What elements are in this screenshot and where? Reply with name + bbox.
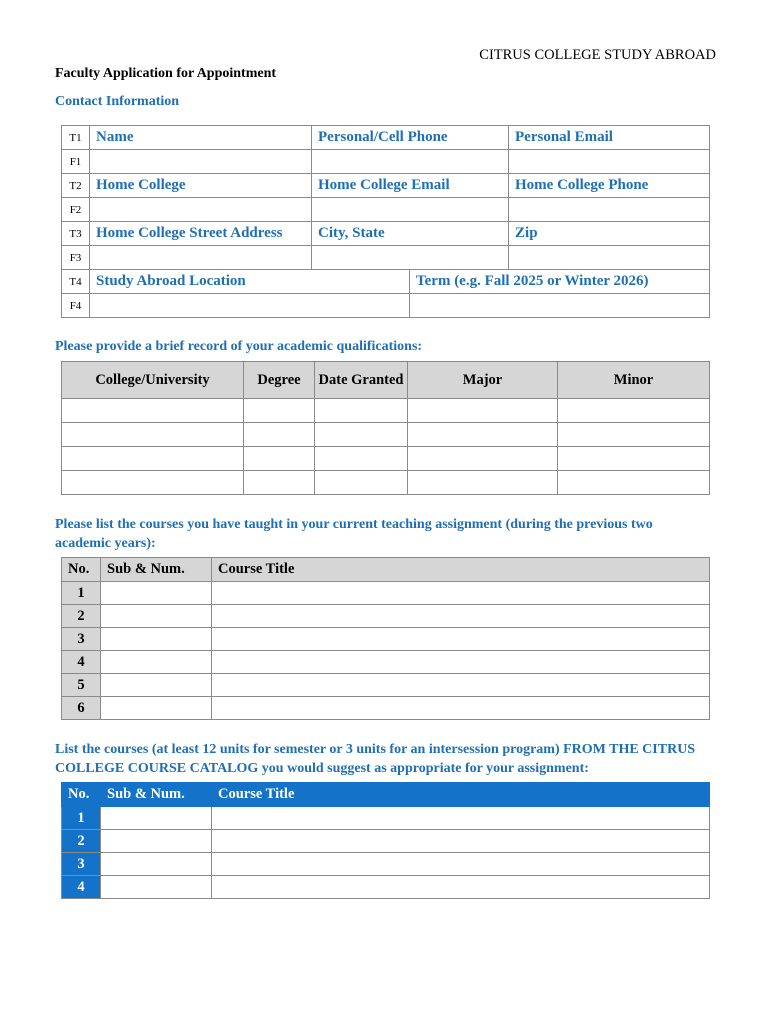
personal-email-label: Personal Email	[509, 126, 710, 150]
sub-num-header: Sub & Num.	[101, 783, 212, 807]
course-title-cell[interactable]	[212, 674, 710, 697]
row-number: 2	[62, 605, 101, 628]
table-row	[62, 830, 710, 853]
degree-cell[interactable]	[244, 423, 315, 447]
row-tag: T2	[62, 174, 90, 198]
date-granted-header: Date Granted	[315, 362, 408, 399]
college-university-header: College/University	[62, 362, 244, 399]
field-tag: F4	[62, 294, 90, 318]
table-row	[62, 697, 710, 720]
courses-taught-table	[61, 557, 710, 720]
course-title-cell[interactable]	[212, 582, 710, 605]
sub-num-header: Sub & Num.	[101, 558, 212, 582]
row-number: 3	[62, 853, 101, 876]
zip-field[interactable]	[509, 246, 710, 270]
personal-phone-label: Personal/Cell Phone	[312, 126, 509, 150]
name-field[interactable]	[90, 150, 312, 174]
table-row	[62, 399, 710, 423]
course-title-cell[interactable]	[212, 605, 710, 628]
row-number: 2	[62, 830, 101, 853]
table-row	[62, 447, 710, 471]
college-cell[interactable]	[62, 447, 244, 471]
contact-label-row-1	[62, 126, 710, 150]
city-state-label: City, State	[312, 222, 509, 246]
academic-heading: Please provide a brief record of your academic qualifications:	[55, 339, 423, 354]
minor-cell[interactable]	[558, 423, 710, 447]
table-row	[62, 853, 710, 876]
major-cell[interactable]	[408, 423, 558, 447]
course-title-cell[interactable]	[212, 628, 710, 651]
row-number: 3	[62, 628, 101, 651]
name-label: Name	[90, 126, 312, 150]
minor-cell[interactable]	[558, 471, 710, 495]
sub-num-cell[interactable]	[101, 582, 212, 605]
taught-header-row	[62, 558, 710, 582]
contact-label-row-4	[62, 270, 710, 294]
header-college-title: CITRUS COLLEGE STUDY ABROAD	[479, 47, 716, 63]
table-row	[62, 628, 710, 651]
degree-header: Degree	[244, 362, 315, 399]
field-tag: F3	[62, 246, 90, 270]
academic-header-row	[62, 362, 710, 399]
form-title: Faculty Application for Appointment	[55, 66, 277, 81]
course-title-header: Course Title	[212, 558, 710, 582]
personal-phone-field[interactable]	[312, 150, 509, 174]
term-label: Term (e.g. Fall 2025 or Winter 2026)	[410, 270, 710, 294]
field-tag: F2	[62, 198, 90, 222]
table-row	[62, 471, 710, 495]
home-college-label: Home College	[90, 174, 312, 198]
academic-table	[61, 361, 710, 495]
sub-num-cell[interactable]	[101, 830, 212, 853]
date-cell[interactable]	[315, 447, 408, 471]
row-number: 4	[62, 651, 101, 674]
table-row	[62, 674, 710, 697]
table-row	[62, 423, 710, 447]
catalog-courses-table	[61, 782, 710, 899]
contact-label-row-2	[62, 174, 710, 198]
home-college-phone-field[interactable]	[509, 198, 710, 222]
home-college-phone-label: Home College Phone	[509, 174, 710, 198]
table-row	[62, 582, 710, 605]
major-header: Major	[408, 362, 558, 399]
personal-email-field[interactable]	[509, 150, 710, 174]
date-cell[interactable]	[315, 423, 408, 447]
major-cell[interactable]	[408, 471, 558, 495]
sub-num-cell[interactable]	[101, 876, 212, 899]
course-title-cell[interactable]	[212, 853, 710, 876]
contact-field-row-2	[62, 198, 710, 222]
date-cell[interactable]	[315, 399, 408, 423]
table-row	[62, 605, 710, 628]
sub-num-cell[interactable]	[101, 807, 212, 830]
course-title-cell[interactable]	[212, 807, 710, 830]
sub-num-cell[interactable]	[101, 628, 212, 651]
street-address-field[interactable]	[90, 246, 312, 270]
sub-num-cell[interactable]	[101, 697, 212, 720]
row-number: 1	[62, 807, 101, 830]
sub-num-cell[interactable]	[101, 651, 212, 674]
row-tag: T3	[62, 222, 90, 246]
degree-cell[interactable]	[244, 399, 315, 423]
no-header: No.	[62, 558, 101, 582]
minor-cell[interactable]	[558, 399, 710, 423]
home-college-email-label: Home College Email	[312, 174, 509, 198]
course-title-cell[interactable]	[212, 830, 710, 853]
major-cell[interactable]	[408, 447, 558, 471]
course-title-header: Course Title	[212, 783, 710, 807]
study-abroad-location-field[interactable]	[90, 294, 410, 318]
row-number: 6	[62, 697, 101, 720]
row-number: 4	[62, 876, 101, 899]
no-header: No.	[62, 783, 101, 807]
contact-heading: Contact Information	[55, 94, 180, 109]
table-row	[62, 651, 710, 674]
term-field[interactable]	[410, 294, 710, 318]
study-abroad-location-label: Study Abroad Location	[90, 270, 410, 294]
home-college-field[interactable]	[90, 198, 312, 222]
date-cell[interactable]	[315, 471, 408, 495]
taught-heading: Please list the courses you have taught in your current teaching assignment (during the previous two academic years):	[55, 517, 653, 551]
home-college-email-field[interactable]	[312, 198, 509, 222]
table-row	[62, 807, 710, 830]
course-title-cell[interactable]	[212, 651, 710, 674]
catalog-heading: List the courses (at least 12 units for semester or 3 units for an intersession program) FROM THE CITRUS COLLEGE COURSE CATALOG you would suggest as appropriate for your assignment:	[55, 742, 696, 776]
field-tag: F1	[62, 150, 90, 174]
contact-label-row-3	[62, 222, 710, 246]
sub-num-cell[interactable]	[101, 674, 212, 697]
catalog-header-row	[62, 783, 710, 807]
sub-num-cell[interactable]	[101, 605, 212, 628]
row-number: 1	[62, 582, 101, 605]
contact-field-row-3	[62, 246, 710, 270]
course-title-cell[interactable]	[212, 697, 710, 720]
college-cell[interactable]	[62, 471, 244, 495]
course-title-cell[interactable]	[212, 876, 710, 899]
table-row	[62, 876, 710, 899]
row-number: 5	[62, 674, 101, 697]
contact-table	[61, 125, 710, 318]
college-cell[interactable]	[62, 423, 244, 447]
major-cell[interactable]	[408, 399, 558, 423]
sub-num-cell[interactable]	[101, 853, 212, 876]
city-state-field[interactable]	[312, 246, 509, 270]
degree-cell[interactable]	[244, 447, 315, 471]
contact-field-row-1	[62, 150, 710, 174]
row-tag: T1	[62, 126, 90, 150]
degree-cell[interactable]	[244, 471, 315, 495]
minor-header: Minor	[558, 362, 710, 399]
street-address-label: Home College Street Address	[90, 222, 312, 246]
contact-field-row-4	[62, 294, 710, 318]
row-tag: T4	[62, 270, 90, 294]
zip-label: Zip	[509, 222, 710, 246]
minor-cell[interactable]	[558, 447, 710, 471]
college-cell[interactable]	[62, 399, 244, 423]
